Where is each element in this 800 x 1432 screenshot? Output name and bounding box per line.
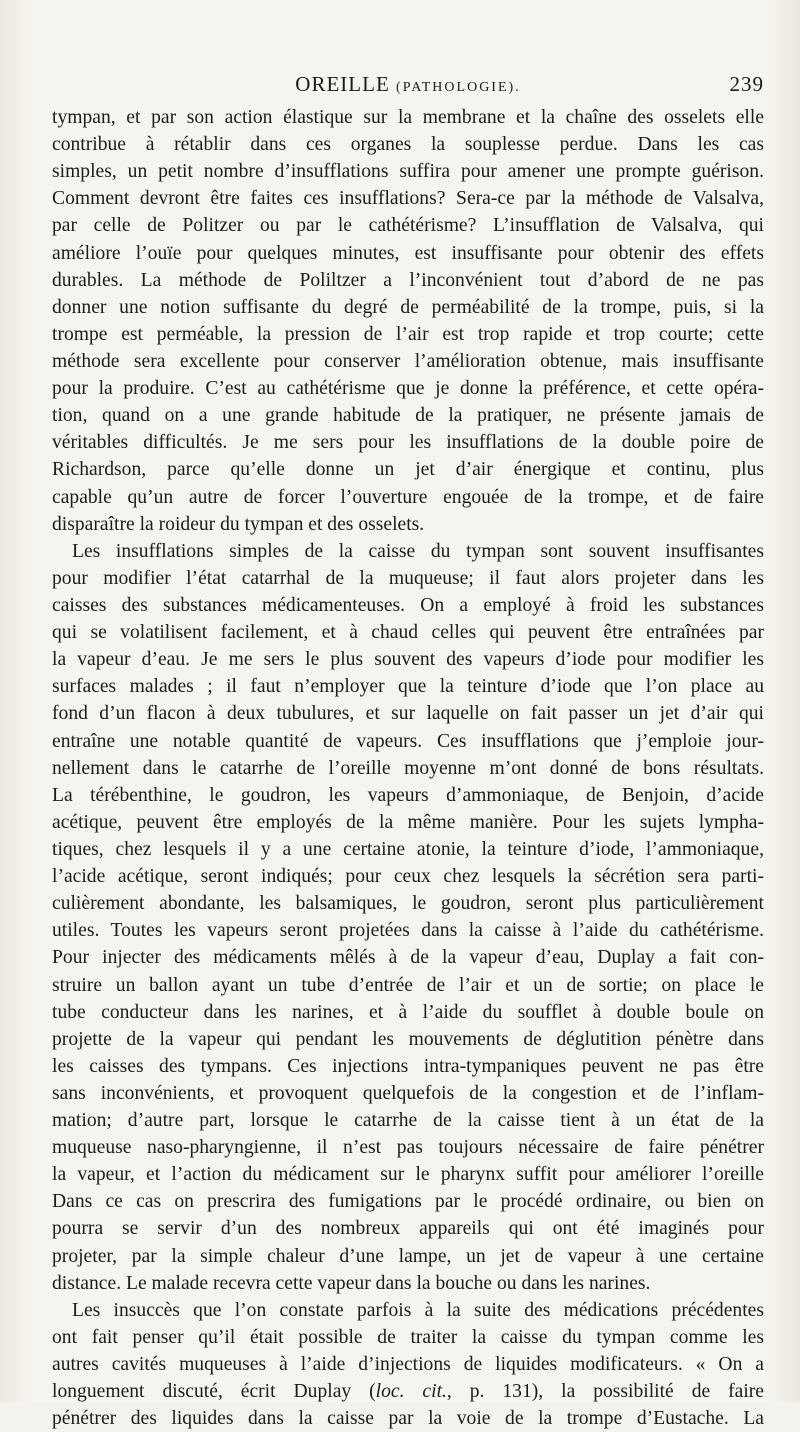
text-line: nellement dans le catarrhe de l’oreille moyenne m’ont donné de bons résultats. bbox=[52, 757, 764, 779]
text-line: utiles. Toutes les vapeurs seront projetées dans la caisse à l’aide du cathétérisme. bbox=[52, 920, 764, 942]
text-line: caisses des substances médicamenteuses. On a employé à froid les substances bbox=[52, 594, 764, 616]
running-header bbox=[52, 72, 764, 104]
text-line: ont fait penser qu’il était possible de traiter la caisse du tympan comme les bbox=[52, 1326, 764, 1348]
text-line: trompe est perméable, la pression de l’air est trop rapide et trop courte; cette bbox=[52, 323, 764, 345]
text-line: La térébenthine, le goudron, les vapeurs d’ammoniaque, de Benjoin, d’acide bbox=[52, 784, 764, 806]
text-line: longuement discuté, écrit Duplay (loc. cit., p. 131), la possibilité de faire bbox=[52, 1381, 765, 1403]
text-line: véritables difficultés. Je me sers pour les insufflations de la double poire de bbox=[52, 432, 764, 454]
text-line: pénétrer des liquides dans la caisse par la voie de la trompe d’Eustache. La bbox=[52, 1408, 764, 1430]
text-line: Dans ce cas on prescrira des fumigations par le procédé ordinaire, ou bien on bbox=[52, 1191, 764, 1213]
page-number: 239 bbox=[729, 72, 764, 96]
text-line: tube conducteur dans les narines, et à l’aide du soufflet à double boule on bbox=[52, 1001, 764, 1023]
body-text bbox=[52, 104, 764, 1432]
text-line: Comment devront être faites ces insufflations? Sera-ce par la méthode de Valsalva, bbox=[52, 188, 764, 210]
text-line: l’acide acétique, seront indiqués; pour ceux chez lesquels la sécrétion sera parti- bbox=[52, 866, 764, 888]
text-line: méthode sera excellente pour conserver l’amélioration obtenue, mais insuffisante bbox=[52, 350, 764, 372]
text-line: acétique, peuvent être employés de la même manière. Pour les sujets lympha- bbox=[52, 811, 764, 833]
text-line: disparaître la roideur du tympan et des osselets. bbox=[52, 513, 425, 535]
text-line: la vapeur d’eau. Je me sers le plus souvent des vapeurs d’iode pour modifier les bbox=[52, 649, 764, 671]
text-line: capable qu’un autre de forcer l’ouverture engouée de la trompe, et de faire bbox=[52, 486, 764, 508]
text-line: la vapeur, et l’action du médicament sur le pharynx suffit pour améliorer l’oreille bbox=[52, 1164, 764, 1186]
text-line: pourra se servir d’un des nombreux appareils qui ont été imaginés pour bbox=[52, 1218, 764, 1240]
text-line: entraîne une notable quantité de vapeurs. Ces insufflations que j’emploie jour- bbox=[52, 730, 764, 752]
text-line: Les insufflations simples de la caisse du tympan sont souvent insuffisantes bbox=[72, 540, 764, 562]
text-line: Les insuccès que l’on constate parfois à la suite des médications précédentes bbox=[72, 1299, 764, 1321]
running-title-sub: (PATHOLOGIE). bbox=[396, 80, 521, 95]
text-line: pour modifier l’état catarrhal de la muqueuse; il faut alors projeter dans les bbox=[52, 567, 764, 589]
text-line: mation; d’autre part, lorsque le catarrhe de la caisse tient à un état de la bbox=[52, 1110, 764, 1132]
text-line: distance. Le malade recevra cette vapeur dans la bouche ou dans les narines. bbox=[52, 1272, 651, 1294]
text-line: Richardson, parce qu’elle donne un jet d’air énergique et continu, plus bbox=[52, 459, 764, 481]
text-line: améliore l’ouïe pour quelques minutes, est insuffisante pour obtenir des effets bbox=[52, 242, 764, 264]
text-line: donner une notion suffisante du degré de perméabilité de la trompe, puis, si la bbox=[52, 296, 764, 318]
text-line: tion, quand on a une grande habitude de la pratiquer, ne présente jamais de bbox=[52, 405, 764, 427]
text-line: pour la produire. C’est au cathétérisme que je donne la préférence, et cette opéra- bbox=[52, 378, 764, 400]
text-line: Pour injecter des médicaments mêlés à de la vapeur d’eau, Duplay a fait con- bbox=[52, 947, 764, 969]
text-line: tympan, et par son action élastique sur la membrane et la chaîne des osselets elle bbox=[52, 107, 764, 128]
text-line: tiques, chez lesquels il y a une certaine atonie, la teinture d’iode, l’ammoniaque, bbox=[52, 838, 764, 860]
text-line: durables. La méthode de Poliltzer a l’inconvénient tout d’abord de ne pas bbox=[52, 269, 764, 291]
text-line: fond d’un flacon à deux tubulures, et sur laquelle on fait passer un jet d’air qui bbox=[52, 703, 764, 725]
text-line: projette de la vapeur qui pendant les mouvements de déglutition pénètre dans bbox=[52, 1028, 764, 1050]
text-line: contribue à rétablir dans ces organes la souplesse perdue. Dans les cas bbox=[52, 134, 764, 156]
text-line: qui se volatilisent facilement, et à chaud celles qui peuvent être entraînées par bbox=[52, 622, 764, 644]
text-line: projeter, par la simple chaleur d’une lampe, un jet de vapeur à une certaine bbox=[52, 1245, 764, 1267]
text-line: sans inconvénients, et provoquent quelquefois de la congestion et de l’inflam- bbox=[52, 1082, 764, 1104]
text-line: struire un ballon ayant un tube d’entrée de l’air et un de sortie; on place le bbox=[52, 974, 764, 996]
running-title-main: OREILLE bbox=[295, 72, 390, 96]
running-title bbox=[52, 72, 764, 97]
text-line: par celle de Politzer ou par le cathétérisme? L’insufflation de Valsalva, qui bbox=[52, 215, 764, 237]
text-line: culièrement abondante, les balsamiques, le goudron, seront plus particulièrement bbox=[52, 893, 764, 915]
text-line: simples, un petit nombre d’insufflations suffira pour amener une prompte guérison. bbox=[52, 161, 764, 183]
text-line: les caisses des tympans. Ces injections intra-tympaniques peuvent ne pas être bbox=[52, 1055, 764, 1077]
text-line: surfaces malades ; il faut n’employer que la teinture d’iode que l’on place au bbox=[52, 676, 764, 698]
text-line: muqueuse naso-pharyngienne, il n’est pas toujours nécessaire de faire pénétrer bbox=[52, 1137, 764, 1159]
text-line: autres cavités muqueuses à l’aide d’injections de liquides modificateurs. « On a bbox=[52, 1354, 764, 1376]
